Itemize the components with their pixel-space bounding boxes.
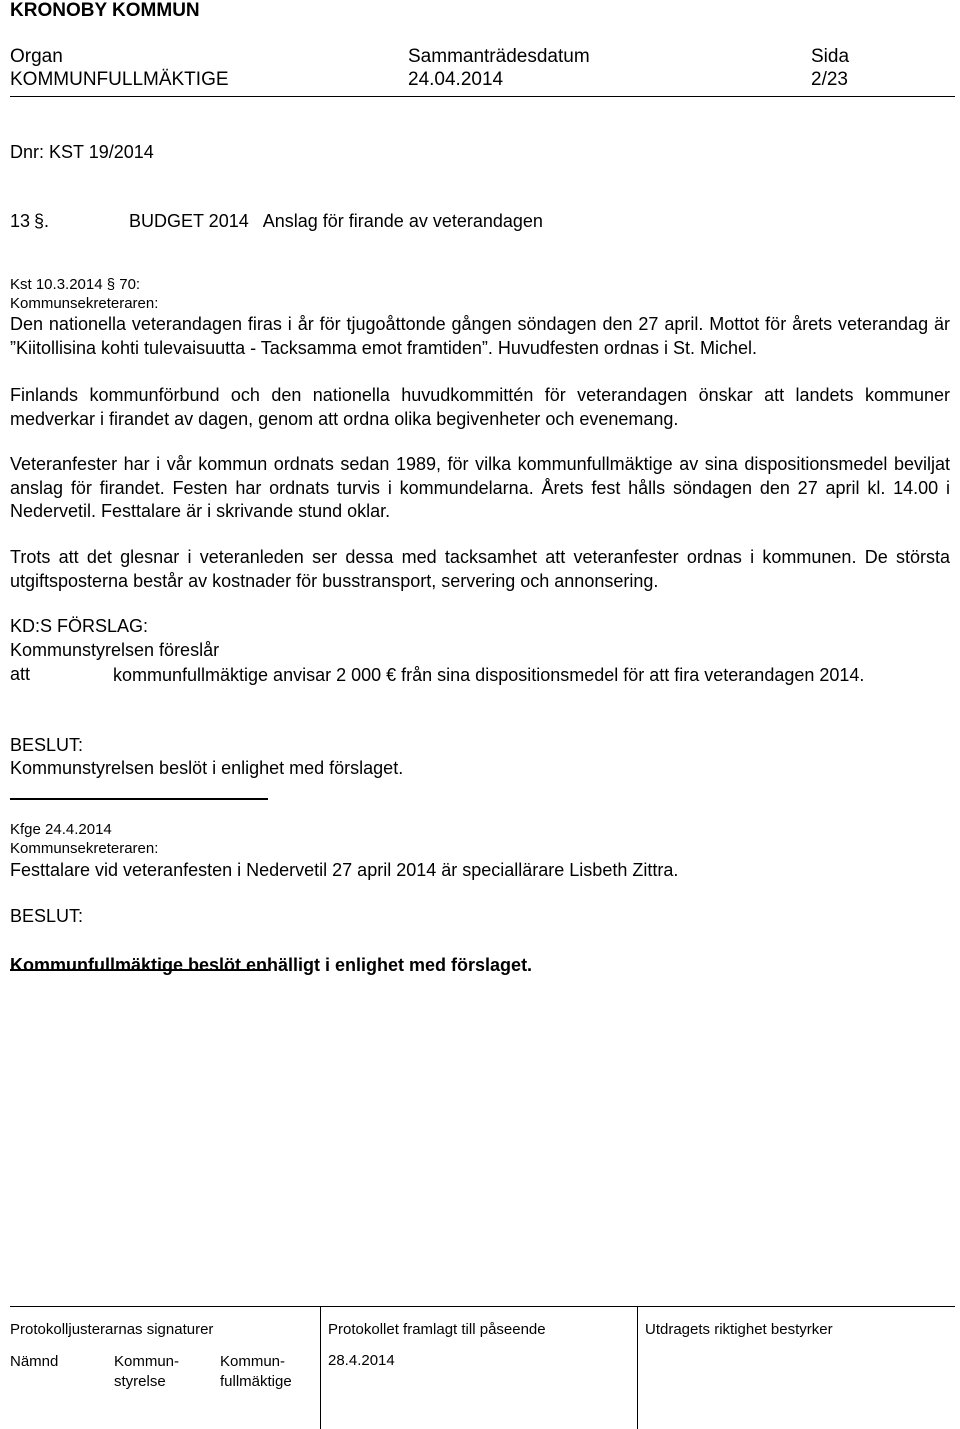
proposal-heading: KD:S FÖRSLAG: xyxy=(10,616,149,636)
meeting-date-label: Sammanträdesdatum xyxy=(408,46,590,67)
kst-paragraph-1 xyxy=(10,313,950,360)
kfge-decision-text: Kommunfullmäktige beslöt enhälligt i enlighet med förslaget. xyxy=(10,955,533,975)
footer-column-divider xyxy=(320,1307,321,1429)
proposal-intro: Kommunstyrelsen föreslår xyxy=(10,640,220,660)
namnd-label: Nämnd xyxy=(10,1353,59,1370)
kst-paragraph-2-text: Finlands kommunförbund och den nationella huvudkommittén för veterandagen önskar att landets kommuner medverkar i firandet av dagen, genom att ordna olika begivenheter och evenemang. xyxy=(10,385,950,429)
kst-decision-heading: BESLUT: xyxy=(10,735,84,755)
posted-date: 28.4.2014 xyxy=(328,1352,395,1369)
kommunfullmaktige-line-1: Kommun- xyxy=(220,1353,286,1370)
kfge-presenter: Kommunsekreteraren: xyxy=(10,840,159,857)
kst-decision-text: Kommunstyrelsen beslöt i enlighet med förslaget. xyxy=(10,758,404,778)
section-symbol: §. xyxy=(34,211,50,231)
kommunstyrelse-label xyxy=(114,1352,179,1392)
posted-label: Protokollet framlagt till påseende xyxy=(328,1321,546,1338)
proposal-text: kommunfullmäktige anvisar 2 000 € från sina dispositionsmedel för att fira veterandagen 2014. xyxy=(113,665,865,685)
kst-paragraph-1-text: Den nationella veterandagen firas i år för tjugoåttonde gången söndagen den 27 april. Mottot för årets veterandag är ”Kiitollisina kohti tulevaisuutta - Tacksamma emot framtiden”. Huvudfesten ordnas i St. Michel. xyxy=(10,314,950,358)
kst-paragraph-4-text: Trots att det glesnar i veteranleden ser dessa med tacksamhet att veteranfester ordnas i kommunen. De största utgiftsposterna består av kostnader för busstransport, servering och annonsering. xyxy=(10,547,950,591)
proposal-text-block xyxy=(113,664,950,688)
proposal-att: att xyxy=(10,664,31,684)
organization-name: KRONOBY KOMMUN xyxy=(10,0,200,21)
section-number: 13 xyxy=(10,211,31,231)
kommunfullmaktige-line-2: fullmäktige xyxy=(220,1373,292,1390)
kst-reference: Kst 10.3.2014 § 70: xyxy=(10,276,141,293)
organ-label: Organ xyxy=(10,46,63,67)
page-value: 2/23 xyxy=(811,69,848,90)
section-divider-2 xyxy=(10,969,268,971)
kommunfullmaktige-label xyxy=(220,1352,292,1392)
section-title: BUDGET 2014 Anslag för firande av veterandagen xyxy=(129,211,543,231)
header-divider xyxy=(10,96,955,97)
footer xyxy=(10,1306,955,1429)
kst-paragraph-3 xyxy=(10,453,950,524)
organ-value: KOMMUNFULLMÄKTIGE xyxy=(10,69,229,90)
kst-paragraph-2 xyxy=(10,384,950,431)
kst-presenter: Kommunsekreteraren: xyxy=(10,295,159,312)
kst-paragraph-4 xyxy=(10,546,950,593)
kfge-reference: Kfge 24.4.2014 xyxy=(10,821,112,838)
meeting-date-value: 24.04.2014 xyxy=(408,69,504,90)
kfge-decision-heading: BESLUT: xyxy=(10,906,84,926)
kommunstyrelse-line-1: Kommun- xyxy=(114,1353,180,1370)
certified-label: Utdragets riktighet bestyrker xyxy=(645,1321,833,1338)
kfge-text: Festtalare vid veteranfesten i Nedervetil 27 april 2014 är speciallärare Lisbeth Zittra. xyxy=(10,860,679,880)
dnr: Dnr: KST 19/2014 xyxy=(10,142,154,162)
signatures-label: Protokolljusterarnas signaturer xyxy=(10,1321,214,1338)
section-divider-1 xyxy=(10,798,268,800)
kst-paragraph-3-text: Veteranfester har i vår kommun ordnats sedan 1989, för vilka kommunfullmäktige av sina dispositionsmedel beviljat anslag för firandet. Festen har ordnats turvis i kommundelarna. Årets fest hålls söndagen den 27 april kl. 14.00 i Nedervetil. Festtalare är i skrivande stund oklar. xyxy=(10,454,950,521)
kommunstyrelse-line-2: styrelse xyxy=(114,1373,166,1390)
page-label: Sida xyxy=(811,46,850,67)
footer-column-divider xyxy=(637,1307,638,1429)
